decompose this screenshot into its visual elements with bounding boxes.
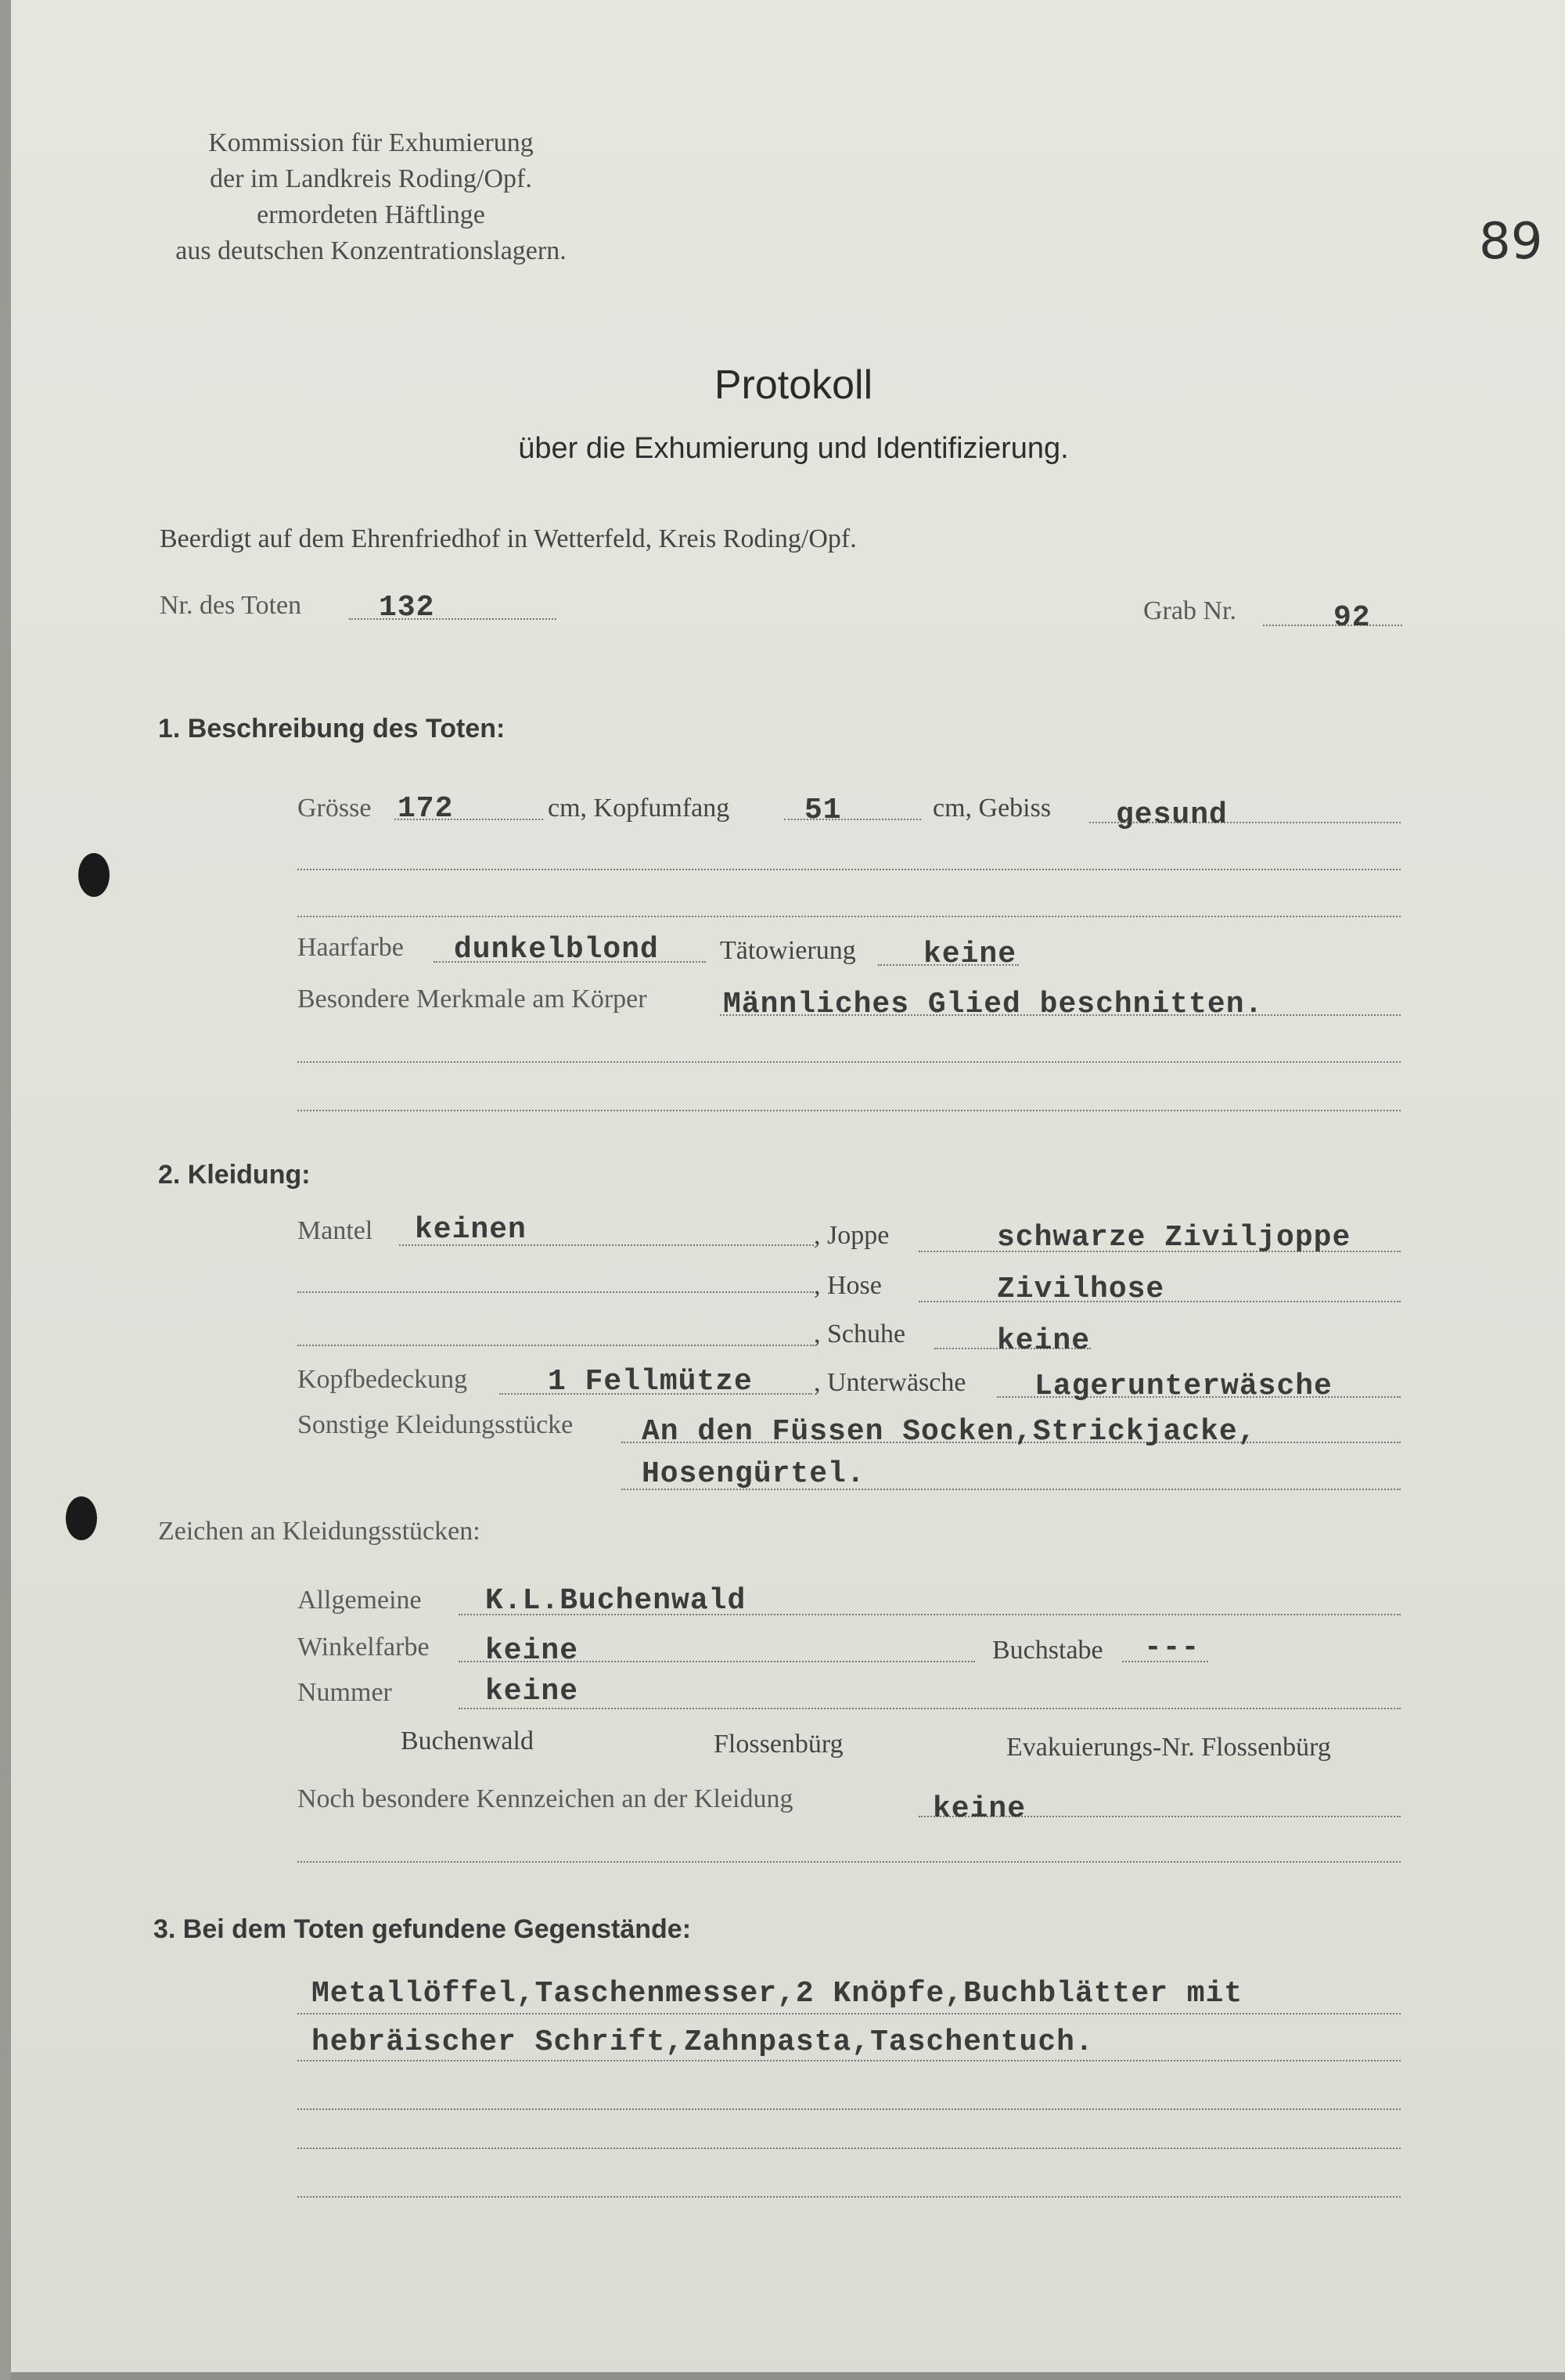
marks-label: Besondere Merkmale am Körper (297, 985, 647, 1014)
camp-buchenwald: Buchenwald (401, 1726, 534, 1755)
dotted-line (297, 1861, 1401, 1863)
teeth-label: cm, Gebiss (933, 794, 1052, 823)
headgear-label: Kopfbedeckung (297, 1365, 468, 1394)
section-3-heading: 3. Bei dem Toten gefundene Gegenstände: (153, 1914, 692, 1944)
dead-number-value: 132 (379, 591, 435, 625)
letter-value: --- (1144, 1631, 1200, 1665)
commission-line-2: der im Landkreis Roding/Opf. (210, 164, 532, 193)
height-label: Grösse (297, 794, 372, 823)
page-title: Protokoll (714, 362, 873, 408)
dead-number-label: Nr. des Toten (160, 591, 302, 620)
shoes-label: , Schuhe (814, 1320, 906, 1348)
letter-label: Buchstabe (992, 1636, 1103, 1665)
height-value: 172 (398, 792, 454, 826)
grave-number-value: 92 (1333, 601, 1371, 635)
found-items-line-2: hebräischer Schrift,Zahnpasta,Taschentuch. (311, 2025, 1094, 2059)
jacket-value: schwarze Ziviljoppe (997, 1221, 1351, 1255)
head-circumference-label: cm, Kopfumfang (548, 794, 730, 823)
tattoo-value: keine (923, 938, 1017, 971)
extra-marks-value: keine (933, 1792, 1027, 1826)
trousers-value: Zivilhose (997, 1273, 1165, 1306)
hair-color-value: dunkelblond (454, 933, 659, 967)
shoes-value: keine (997, 1324, 1091, 1358)
general-mark-value: K.L.Buchenwald (485, 1584, 747, 1618)
grave-number-label: Grab Nr. (1143, 596, 1236, 625)
jacket-label: , Joppe (814, 1221, 890, 1250)
dotted-line (297, 916, 1401, 917)
extra-marks-label: Noch besondere Kennzeichen an der Kleidung (297, 1784, 793, 1813)
number-value: keine (485, 1675, 579, 1708)
dotted-line (297, 1345, 814, 1346)
other-clothing-value-2: Hosengürtel. (642, 1457, 865, 1491)
head-circumference-value: 51 (804, 794, 842, 827)
dotted-line (297, 1110, 1401, 1111)
dotted-line (1263, 625, 1402, 626)
dotted-line (297, 1061, 1401, 1063)
dotted-line (297, 2060, 1401, 2061)
teeth-value: gesund (1116, 798, 1228, 832)
dotted-line (399, 1244, 814, 1246)
other-clothing-value-1: An den Füssen Socken,Strickjacke, (642, 1415, 1257, 1449)
section-1-heading: 1. Beschreibung des Toten: (158, 714, 505, 744)
found-items-line-1: Metallöffel,Taschenmesser,2 Knöpfe,Buchblätter mit (311, 1977, 1243, 2011)
commission-line-1: Kommission für Exhumierung (208, 128, 534, 157)
evacuation-number-label: Evakuierungs-Nr. Flossenbürg (1006, 1733, 1331, 1762)
punch-hole (78, 853, 110, 897)
page-subtitle: über die Exhumierung und Identifizierung. (518, 432, 1069, 465)
commission-line-3: ermordeten Häftlinge (257, 200, 485, 229)
coat-label: Mantel (297, 1216, 373, 1245)
camp-flossenbuerg: Flossenbürg (714, 1730, 844, 1759)
trousers-label: , Hose (814, 1271, 882, 1300)
section-2-heading: 2. Kleidung: (158, 1160, 311, 1190)
punch-hole (66, 1496, 97, 1540)
other-clothing-label: Sonstige Kleidungsstücke (297, 1410, 574, 1439)
dotted-line (297, 2148, 1401, 2149)
headgear-value: 1 Fellmütze (548, 1365, 753, 1399)
tattoo-label: Tätowierung (720, 936, 856, 965)
angle-color-label: Winkelfarbe (297, 1633, 430, 1662)
number-label: Nummer (297, 1678, 392, 1707)
general-mark-label: Allgemeine (297, 1586, 422, 1615)
dotted-line (394, 819, 543, 820)
dotted-line (297, 2108, 1401, 2110)
coat-value: keinen (415, 1213, 527, 1247)
dotted-line (297, 2196, 1401, 2198)
dotted-line (297, 2013, 1401, 2015)
hair-color-label: Haarfarbe (297, 933, 404, 962)
dotted-line (297, 1291, 814, 1293)
dotted-line (459, 1708, 1401, 1709)
folio-number: 89 (1479, 213, 1543, 271)
burial-line: Beerdigt auf dem Ehrenfriedhof in Wetterfeld, Kreis Roding/Opf. (160, 524, 857, 553)
underwear-value: Lagerunterwäsche (1034, 1370, 1333, 1403)
commission-line-4: aus deutschen Konzentrationslagern. (175, 236, 567, 265)
marks-value: Männliches Glied beschnitten. (723, 988, 1264, 1021)
clothing-marks-heading: Zeichen an Kleidungsstücken: (158, 1517, 480, 1546)
underwear-label: , Unterwäsche (814, 1368, 966, 1397)
dotted-line (297, 869, 1401, 870)
angle-color-value: keine (485, 1634, 579, 1668)
scan-edge (11, 2372, 1565, 2380)
